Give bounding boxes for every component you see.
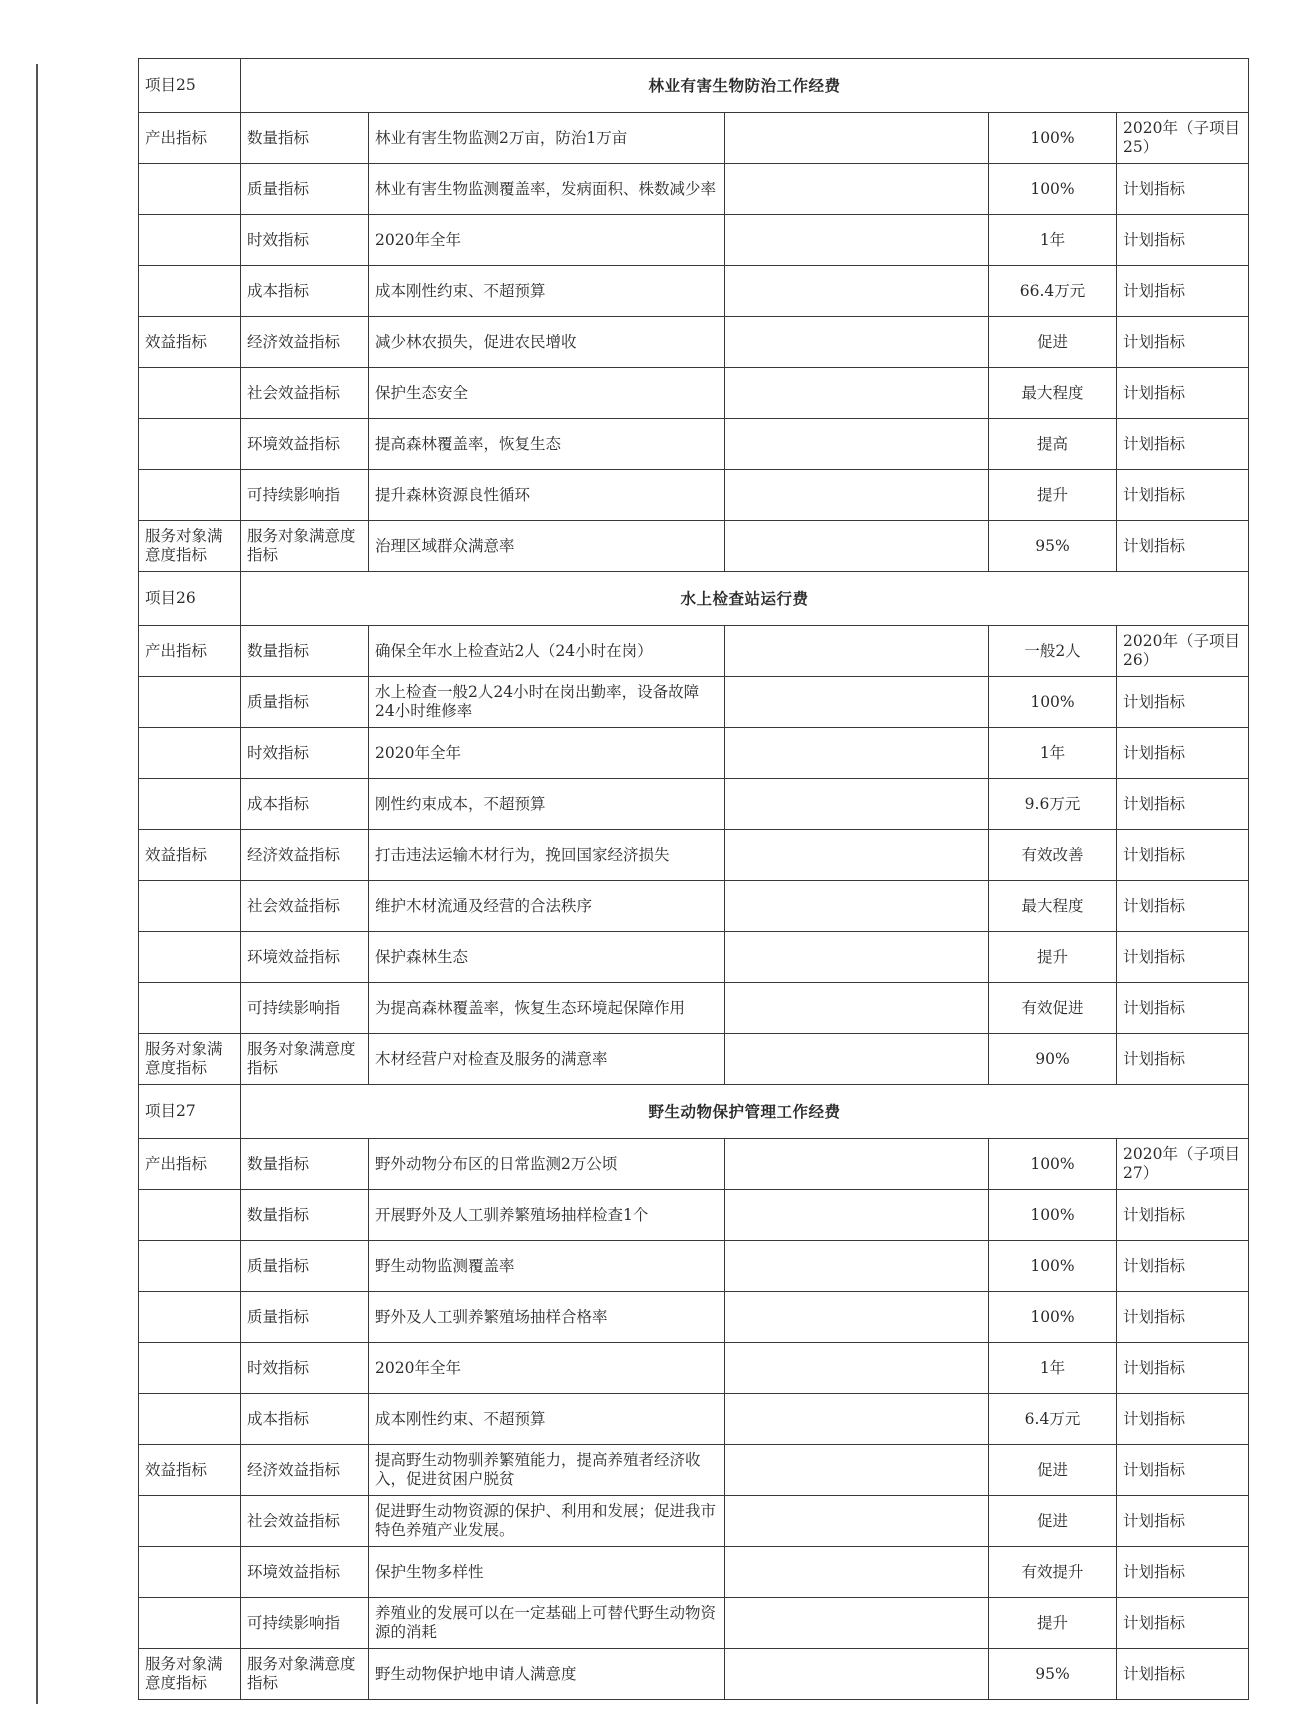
indicator-description-cell: 野生动物保护地申请人满意度 xyxy=(369,1649,725,1700)
indicator-description-cell: 维护木材流通及经营的合法秩序 xyxy=(369,881,725,932)
indicator-row xyxy=(139,1190,1249,1241)
indicator-value-cell: 促进 xyxy=(989,1445,1117,1496)
indicator-subcategory-cell: 数量指标 xyxy=(241,1139,369,1190)
blank-cell xyxy=(725,1343,989,1394)
blank-cell xyxy=(725,1139,989,1190)
indicator-subcategory-cell: 经济效益指标 xyxy=(241,830,369,881)
indicator-value-cell: 促进 xyxy=(989,317,1117,368)
blank-cell xyxy=(725,164,989,215)
indicator-row xyxy=(139,779,1249,830)
indicator-subcategory-cell: 环境效益指标 xyxy=(241,419,369,470)
indicator-subcategory-cell: 时效指标 xyxy=(241,1343,369,1394)
indicator-row xyxy=(139,932,1249,983)
indicator-category-cell xyxy=(139,419,241,470)
indicator-note-cell: 计划指标 xyxy=(1117,1394,1249,1445)
indicator-category-cell: 效益指标 xyxy=(139,1445,241,1496)
indicator-description-cell: 林业有害生物监测2万亩，防治1万亩 xyxy=(369,113,725,164)
indicator-note-cell: 计划指标 xyxy=(1117,677,1249,728)
indicator-subcategory-cell: 社会效益指标 xyxy=(241,881,369,932)
project-number: 项目27 xyxy=(139,1085,241,1139)
project-header-row xyxy=(139,572,1249,626)
indicator-value-cell: 有效促进 xyxy=(989,983,1117,1034)
indicator-subcategory-cell: 数量指标 xyxy=(241,626,369,677)
indicator-category-cell xyxy=(139,779,241,830)
indicator-row xyxy=(139,1445,1249,1496)
indicator-category-cell: 产出指标 xyxy=(139,626,241,677)
indicator-description-cell: 减少林农损失，促进农民增收 xyxy=(369,317,725,368)
blank-cell xyxy=(725,1445,989,1496)
indicator-note-cell: 计划指标 xyxy=(1117,932,1249,983)
indicator-row xyxy=(139,113,1249,164)
indicator-value-cell: 1年 xyxy=(989,728,1117,779)
indicator-note-cell: 计划指标 xyxy=(1117,1034,1249,1085)
indicator-note-cell: 计划指标 xyxy=(1117,1496,1249,1547)
indicator-note-cell: 计划指标 xyxy=(1117,521,1249,572)
blank-cell xyxy=(725,1034,989,1085)
indicator-category-cell xyxy=(139,1598,241,1649)
indicator-note-cell: 计划指标 xyxy=(1117,830,1249,881)
indicator-subcategory-cell: 经济效益指标 xyxy=(241,317,369,368)
indicator-description-cell: 提高野生动物驯养繁殖能力，提高养殖者经济收入，促进贫困户脱贫 xyxy=(369,1445,725,1496)
blank-cell xyxy=(725,368,989,419)
indicator-value-cell: 100% xyxy=(989,164,1117,215)
indicator-subcategory-cell: 质量指标 xyxy=(241,1241,369,1292)
indicator-row xyxy=(139,521,1249,572)
indicator-note-cell: 2020年（子项目25） xyxy=(1117,113,1249,164)
indicator-row xyxy=(139,1139,1249,1190)
indicator-note-cell: 计划指标 xyxy=(1117,215,1249,266)
indicator-note-cell: 计划指标 xyxy=(1117,470,1249,521)
indicator-category-cell: 服务对象满意度指标 xyxy=(139,521,241,572)
indicator-row xyxy=(139,677,1249,728)
performance-indicator-table xyxy=(138,58,1249,1700)
indicator-description-cell: 保护森林生态 xyxy=(369,932,725,983)
indicator-row xyxy=(139,1343,1249,1394)
indicator-subcategory-cell: 社会效益指标 xyxy=(241,368,369,419)
indicator-category-cell xyxy=(139,368,241,419)
indicator-note-cell: 计划指标 xyxy=(1117,1292,1249,1343)
indicator-value-cell: 促进 xyxy=(989,1496,1117,1547)
blank-cell xyxy=(725,419,989,470)
indicator-note-cell: 计划指标 xyxy=(1117,1343,1249,1394)
indicator-subcategory-cell: 质量指标 xyxy=(241,1292,369,1343)
blank-cell xyxy=(725,626,989,677)
indicator-category-cell xyxy=(139,932,241,983)
indicator-note-cell: 计划指标 xyxy=(1117,1445,1249,1496)
blank-cell xyxy=(725,728,989,779)
indicator-row xyxy=(139,1547,1249,1598)
indicator-category-cell: 服务对象满意度指标 xyxy=(139,1649,241,1700)
indicator-category-cell xyxy=(139,1190,241,1241)
indicator-subcategory-cell: 时效指标 xyxy=(241,728,369,779)
indicator-value-cell: 100% xyxy=(989,677,1117,728)
indicator-subcategory-cell: 服务对象满意度指标 xyxy=(241,1649,369,1700)
blank-cell xyxy=(725,881,989,932)
indicator-row xyxy=(139,317,1249,368)
blank-cell xyxy=(725,521,989,572)
indicator-description-cell: 养殖业的发展可以在一定基础上可替代野生动物资源的消耗 xyxy=(369,1598,725,1649)
indicator-description-cell: 确保全年水上检查站2人（24小时在岗） xyxy=(369,626,725,677)
indicator-category-cell xyxy=(139,470,241,521)
blank-cell xyxy=(725,1496,989,1547)
blank-cell xyxy=(725,932,989,983)
indicator-value-cell: 一般2人 xyxy=(989,626,1117,677)
indicator-description-cell: 2020年全年 xyxy=(369,215,725,266)
indicator-category-cell: 效益指标 xyxy=(139,317,241,368)
indicator-value-cell: 9.6万元 xyxy=(989,779,1117,830)
indicator-value-cell: 100% xyxy=(989,1139,1117,1190)
indicator-value-cell: 提升 xyxy=(989,470,1117,521)
blank-cell xyxy=(725,1292,989,1343)
blank-cell xyxy=(725,113,989,164)
indicator-category-cell: 服务对象满意度指标 xyxy=(139,1034,241,1085)
indicator-note-cell: 计划指标 xyxy=(1117,1649,1249,1700)
indicator-note-cell: 计划指标 xyxy=(1117,1598,1249,1649)
indicator-value-cell: 6.4万元 xyxy=(989,1394,1117,1445)
indicator-description-cell: 成本刚性约束、不超预算 xyxy=(369,266,725,317)
indicator-value-cell: 95% xyxy=(989,521,1117,572)
indicator-subcategory-cell: 成本指标 xyxy=(241,779,369,830)
indicator-description-cell: 治理区域群众满意率 xyxy=(369,521,725,572)
blank-cell xyxy=(725,1190,989,1241)
indicator-value-cell: 提高 xyxy=(989,419,1117,470)
indicator-value-cell: 100% xyxy=(989,1190,1117,1241)
indicator-row xyxy=(139,626,1249,677)
indicator-note-cell: 2020年（子项目27） xyxy=(1117,1139,1249,1190)
indicator-category-cell xyxy=(139,677,241,728)
indicator-description-cell: 2020年全年 xyxy=(369,728,725,779)
indicator-category-cell: 产出指标 xyxy=(139,113,241,164)
indicator-note-cell: 2020年（子项目26） xyxy=(1117,626,1249,677)
indicator-description-cell: 林业有害生物监测覆盖率，发病面积、株数减少率 xyxy=(369,164,725,215)
indicator-description-cell: 野生动物监测覆盖率 xyxy=(369,1241,725,1292)
indicator-description-cell: 提升森林资源良性循环 xyxy=(369,470,725,521)
indicator-value-cell: 有效提升 xyxy=(989,1547,1117,1598)
indicator-value-cell: 1年 xyxy=(989,1343,1117,1394)
indicator-row xyxy=(139,1598,1249,1649)
indicator-value-cell: 100% xyxy=(989,1241,1117,1292)
project-header-row xyxy=(139,1085,1249,1139)
indicator-subcategory-cell: 可持续影响指 xyxy=(241,1598,369,1649)
indicator-category-cell: 效益指标 xyxy=(139,830,241,881)
indicator-category-cell xyxy=(139,881,241,932)
indicator-subcategory-cell: 数量指标 xyxy=(241,113,369,164)
indicator-description-cell: 2020年全年 xyxy=(369,1343,725,1394)
indicator-row xyxy=(139,1241,1249,1292)
blank-cell xyxy=(725,779,989,830)
indicator-category-cell xyxy=(139,164,241,215)
blank-cell xyxy=(725,983,989,1034)
indicator-row xyxy=(139,368,1249,419)
indicator-category-cell: 产出指标 xyxy=(139,1139,241,1190)
indicator-row xyxy=(139,164,1249,215)
indicator-row xyxy=(139,881,1249,932)
indicator-description-cell: 野外动物分布区的日常监测2万公顷 xyxy=(369,1139,725,1190)
indicator-value-cell: 提升 xyxy=(989,932,1117,983)
project-title: 林业有害生物防治工作经费 xyxy=(241,59,1249,113)
indicator-subcategory-cell: 成本指标 xyxy=(241,266,369,317)
indicator-note-cell: 计划指标 xyxy=(1117,728,1249,779)
indicator-row xyxy=(139,830,1249,881)
indicator-value-cell: 95% xyxy=(989,1649,1117,1700)
indicator-value-cell: 100% xyxy=(989,1292,1117,1343)
indicator-description-cell: 成本刚性约束、不超预算 xyxy=(369,1394,725,1445)
project-title: 水上检查站运行费 xyxy=(241,572,1249,626)
indicator-description-cell: 打击违法运输木材行为，挽回国家经济损失 xyxy=(369,830,725,881)
indicator-description-cell: 保护生态安全 xyxy=(369,368,725,419)
indicator-category-cell xyxy=(139,1343,241,1394)
indicator-subcategory-cell: 数量指标 xyxy=(241,1190,369,1241)
indicator-description-cell: 提高森林覆盖率，恢复生态 xyxy=(369,419,725,470)
indicator-subcategory-cell: 服务对象满意度指标 xyxy=(241,1034,369,1085)
indicator-description-cell: 保护生物多样性 xyxy=(369,1547,725,1598)
indicator-category-cell xyxy=(139,1241,241,1292)
blank-cell xyxy=(725,317,989,368)
indicator-note-cell: 计划指标 xyxy=(1117,983,1249,1034)
indicator-value-cell: 1年 xyxy=(989,215,1117,266)
blank-cell xyxy=(725,1394,989,1445)
indicator-category-cell xyxy=(139,1547,241,1598)
blank-cell xyxy=(725,1547,989,1598)
blank-cell xyxy=(725,677,989,728)
blank-cell xyxy=(725,1598,989,1649)
indicator-description-cell: 野外及人工驯养繁殖场抽样合格率 xyxy=(369,1292,725,1343)
indicator-category-cell xyxy=(139,983,241,1034)
indicator-value-cell: 有效改善 xyxy=(989,830,1117,881)
indicator-category-cell xyxy=(139,1292,241,1343)
indicator-category-cell xyxy=(139,728,241,779)
indicator-value-cell: 66.4万元 xyxy=(989,266,1117,317)
indicator-note-cell: 计划指标 xyxy=(1117,266,1249,317)
indicator-row xyxy=(139,1496,1249,1547)
indicator-category-cell xyxy=(139,1496,241,1547)
indicator-subcategory-cell: 经济效益指标 xyxy=(241,1445,369,1496)
indicator-category-cell xyxy=(139,215,241,266)
indicator-value-cell: 提升 xyxy=(989,1598,1117,1649)
project-header-row xyxy=(139,59,1249,113)
indicator-row xyxy=(139,266,1249,317)
blank-cell xyxy=(725,470,989,521)
indicator-note-cell: 计划指标 xyxy=(1117,1241,1249,1292)
indicator-value-cell: 90% xyxy=(989,1034,1117,1085)
indicator-value-cell: 100% xyxy=(989,113,1117,164)
indicator-row xyxy=(139,215,1249,266)
project-number: 项目25 xyxy=(139,59,241,113)
indicator-category-cell xyxy=(139,266,241,317)
indicator-subcategory-cell: 社会效益指标 xyxy=(241,1496,369,1547)
indicator-subcategory-cell: 成本指标 xyxy=(241,1394,369,1445)
indicator-note-cell: 计划指标 xyxy=(1117,1190,1249,1241)
indicator-note-cell: 计划指标 xyxy=(1117,419,1249,470)
indicator-note-cell: 计划指标 xyxy=(1117,779,1249,830)
indicator-row xyxy=(139,1394,1249,1445)
indicator-note-cell: 计划指标 xyxy=(1117,1547,1249,1598)
indicator-subcategory-cell: 质量指标 xyxy=(241,677,369,728)
project-number: 项目26 xyxy=(139,572,241,626)
indicator-value-cell: 最大程度 xyxy=(989,881,1117,932)
indicator-row xyxy=(139,419,1249,470)
indicator-description-cell: 水上检查一般2人24小时在岗出勤率，设备故障24小时维修率 xyxy=(369,677,725,728)
indicator-row xyxy=(139,1292,1249,1343)
indicator-subcategory-cell: 时效指标 xyxy=(241,215,369,266)
indicator-description-cell: 促进野生动物资源的保护、利用和发展；促进我市特色养殖产业发展。 xyxy=(369,1496,725,1547)
indicator-category-cell xyxy=(139,1394,241,1445)
blank-cell xyxy=(725,1649,989,1700)
indicator-note-cell: 计划指标 xyxy=(1117,164,1249,215)
indicator-description-cell: 木材经营户对检查及服务的满意率 xyxy=(369,1034,725,1085)
indicator-note-cell: 计划指标 xyxy=(1117,317,1249,368)
indicator-subcategory-cell: 质量指标 xyxy=(241,164,369,215)
indicator-row xyxy=(139,1034,1249,1085)
indicator-note-cell: 计划指标 xyxy=(1117,368,1249,419)
blank-cell xyxy=(725,1241,989,1292)
indicator-row xyxy=(139,1649,1249,1700)
indicator-subcategory-cell: 可持续影响指 xyxy=(241,470,369,521)
indicator-description-cell: 刚性约束成本，不超预算 xyxy=(369,779,725,830)
blank-cell xyxy=(725,215,989,266)
indicator-row xyxy=(139,470,1249,521)
indicator-subcategory-cell: 可持续影响指 xyxy=(241,983,369,1034)
indicator-description-cell: 为提高森林覆盖率，恢复生态环境起保障作用 xyxy=(369,983,725,1034)
left-margin-line xyxy=(36,64,38,1704)
indicator-value-cell: 最大程度 xyxy=(989,368,1117,419)
blank-cell xyxy=(725,830,989,881)
indicator-row xyxy=(139,728,1249,779)
indicator-subcategory-cell: 环境效益指标 xyxy=(241,932,369,983)
project-title: 野生动物保护管理工作经费 xyxy=(241,1085,1249,1139)
blank-cell xyxy=(725,266,989,317)
indicator-note-cell: 计划指标 xyxy=(1117,881,1249,932)
indicator-subcategory-cell: 服务对象满意度指标 xyxy=(241,521,369,572)
indicator-subcategory-cell: 环境效益指标 xyxy=(241,1547,369,1598)
indicator-row xyxy=(139,983,1249,1034)
indicator-description-cell: 开展野外及人工驯养繁殖场抽样检查1个 xyxy=(369,1190,725,1241)
